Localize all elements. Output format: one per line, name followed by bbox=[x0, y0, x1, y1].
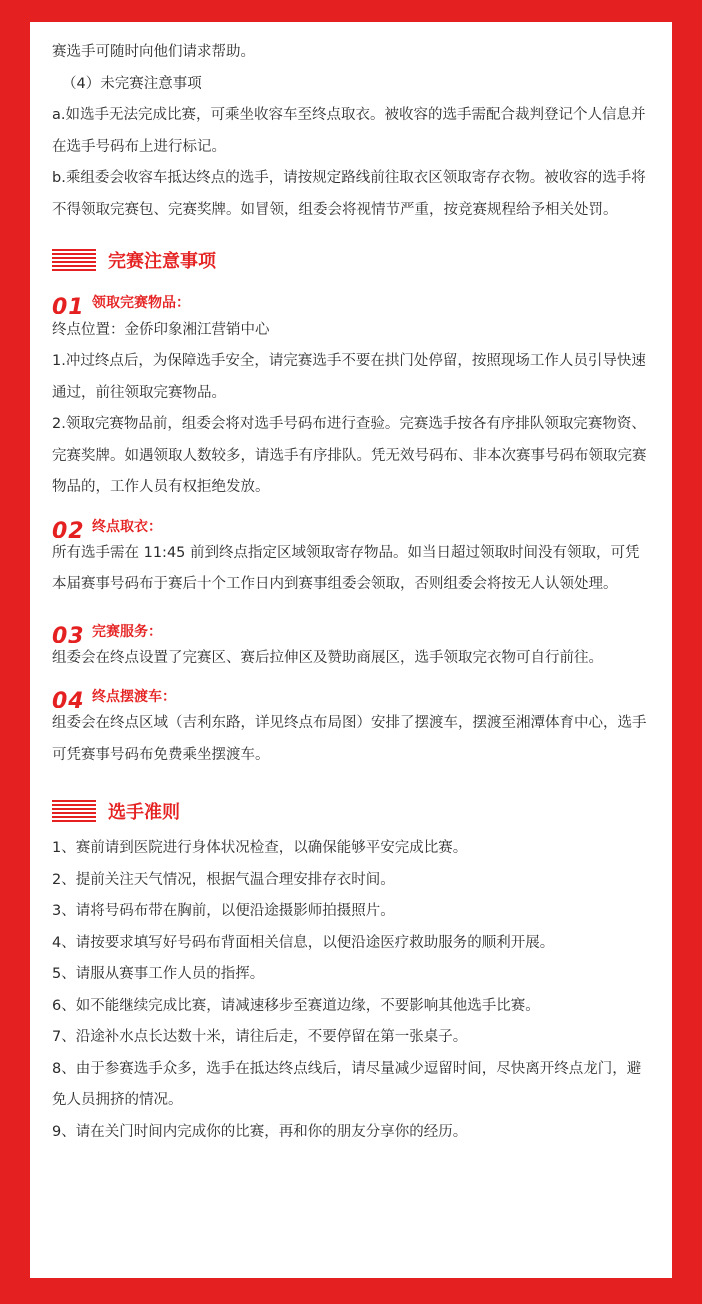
stripes-icon bbox=[52, 249, 96, 271]
unfinished-item-a: a.如选手无法完成比赛，可乘坐收容车至终点取衣。被收容的选手需配合裁判登记个人信息并在选手号码布上进行标记。 bbox=[52, 107, 646, 155]
finish-item-1-para-2: 2.领取完赛物品前，组委会将对选手号码布进行查验。完赛选手按各有序排队领取完赛物资、完赛奖牌。如遇领取人数较多，请选手有序排队。凭无效号码布、非本次赛事号码布领取完赛物品的，工作人员有权拒绝发放。 bbox=[52, 416, 647, 495]
rules-section-title: 选手准则 bbox=[108, 802, 180, 823]
rule-item: 3、请将号码布带在胸前，以便沿途摄影师拍摄照片。 bbox=[52, 903, 395, 919]
rule-item: 7、沿途补水点长达数十米，请往后走，不要停留在第一张桌子。 bbox=[52, 1029, 468, 1045]
finish-section-header bbox=[52, 240, 652, 280]
finish-location: 终点位置：金侨印象湘江营销中心 bbox=[52, 322, 270, 338]
unfinished-item-b: b.乘组委会收容车抵达终点的选手，请按规定路线前往取衣区领取寄存衣物。被收容的选手将不得领取完赛包、完赛奖牌。如冒领，组委会将视情节严重，按竞赛规程给予相关处罚。 bbox=[52, 170, 646, 218]
rule-item: 5、请服从赛事工作人员的指挥。 bbox=[52, 966, 265, 982]
finish-item-2-para: 所有选手需在 11:45 前到终点指定区域领取寄存物品。如当日超过领取时间没有领取，可凭本届赛事号码布于赛后十个工作日内到赛事组委会领取，否则组委会将按无人认领处理。 bbox=[52, 544, 640, 592]
rule-item: 8、由于参赛选手众多，选手在抵达终点线后，请尽量减少逗留时间，尽快离开终点龙门，避免人员拥挤的情况。 bbox=[52, 1060, 642, 1108]
rules-section-header bbox=[52, 791, 652, 831]
finish-item-1-para-1: 1.冲过终点后，为保障选手安全，请完赛选手不要在拱门处停留，按照现场工作人员引导快速通过，前往领取完赛物品。 bbox=[52, 353, 646, 401]
item-number: 02 bbox=[52, 518, 85, 538]
finish-item-1-header bbox=[52, 286, 652, 314]
document-content bbox=[52, 36, 652, 1148]
item-title: 领取完赛物品： bbox=[92, 295, 190, 311]
item-number: 01 bbox=[52, 295, 85, 314]
item-title: 终点摆渡车： bbox=[92, 689, 176, 705]
rule-item: 1、赛前请到医院进行身体状况检查，以确保能够平安完成比赛。 bbox=[52, 840, 468, 856]
item-title: 完赛服务： bbox=[92, 623, 162, 640]
finish-item-2-header bbox=[52, 510, 652, 538]
rule-item: 6、如不能继续完成比赛，请减速移步至赛道边缘，不要影响其他选手比赛。 bbox=[52, 997, 540, 1014]
unfinished-heading: （4）未完赛注意事项 bbox=[62, 76, 202, 92]
rule-item: 9、请在关门时间内完成你的比赛，再和你的朋友分享你的经历。 bbox=[52, 1123, 468, 1140]
item-title: 终点取衣： bbox=[92, 518, 162, 535]
document-page bbox=[30, 22, 672, 1278]
finish-item-3-para: 组委会在终点设置了完赛区、赛后拉伸区及赞助商展区，选手领取完衣物可自行前往。 bbox=[52, 649, 603, 666]
item-number: 04 bbox=[52, 689, 85, 708]
finish-section-title: 完赛注意事项 bbox=[108, 251, 216, 272]
finish-item-4-header bbox=[52, 680, 652, 708]
rule-item: 4、请按要求填写好号码布背面相关信息，以便沿途医疗救助服务的顺利开展。 bbox=[52, 934, 555, 951]
stripes-icon bbox=[52, 800, 96, 822]
finish-item-4-para: 组委会在终点区域（吉利东路，详见终点布局图）安排了摆渡车，摆渡至湘潭体育中心，选手可凭赛事号码布免费乘坐摆渡车。 bbox=[52, 715, 647, 763]
intro-continuation: 赛选手可随时向他们请求帮助。 bbox=[52, 44, 255, 60]
rule-item: 2、提前关注天气情况，根据气温合理安排存衣时间。 bbox=[52, 871, 395, 888]
item-number: 03 bbox=[52, 623, 85, 643]
finish-item-3-header bbox=[52, 615, 652, 643]
